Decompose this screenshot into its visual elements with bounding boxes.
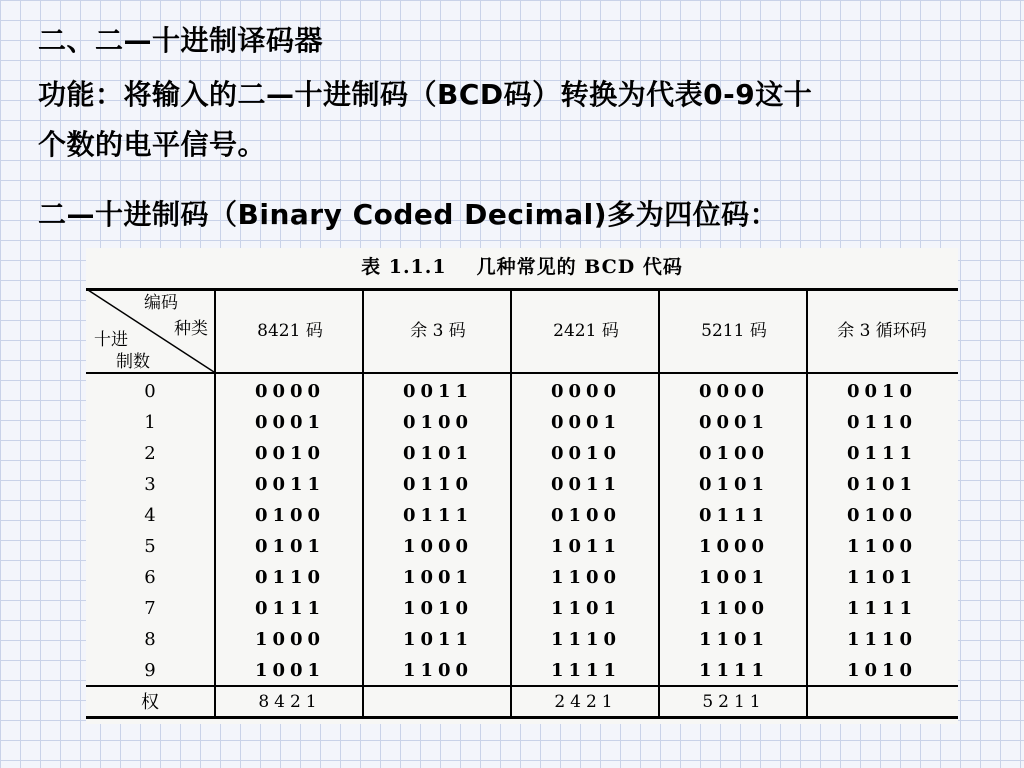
weight-cell: [364, 687, 512, 718]
code-cell: 0110: [254, 567, 326, 588]
decimal-digit-cell: 9: [144, 660, 156, 681]
corner-decimal-label-top: 十进: [94, 330, 128, 350]
table-row: [86, 531, 958, 562]
table-row: [86, 469, 958, 500]
code-cell: 1000: [698, 536, 770, 557]
code-cell: 1100: [550, 567, 622, 588]
code-cell: 1100: [402, 660, 474, 681]
table-row: [86, 376, 958, 407]
table-row: [86, 500, 958, 531]
code-cell: 1000: [402, 536, 474, 557]
code-cell: 0000: [698, 381, 770, 402]
corner-kind-label: 种类: [174, 319, 208, 339]
code-cell: 0001: [698, 412, 770, 433]
function-description-line-1: 功能：将输入的二—十进制码（BCD码）转换为代表0-9这十: [38, 78, 813, 111]
weight-cell: [808, 687, 956, 718]
code-cell: 1010: [846, 660, 918, 681]
code-cell: 0101: [698, 474, 770, 495]
decimal-digit-cell: 6: [144, 567, 156, 588]
table-caption-title: 几种常见的 BCD 代码: [476, 256, 683, 278]
slide-title: 二、二—十进制译码器: [38, 24, 324, 57]
code-cell: 1100: [698, 598, 770, 619]
decimal-digit-cell: 1: [144, 412, 156, 433]
column-header-2421: 2421 码: [553, 321, 619, 341]
code-cell: 1110: [550, 629, 622, 650]
code-cell: 0101: [846, 474, 918, 495]
code-cell: 0110: [402, 474, 474, 495]
column-header-excess-3-gray: 余 3 循环码: [837, 321, 927, 341]
code-cell: 0011: [550, 474, 622, 495]
table-caption-label: 表 1.1.1: [361, 256, 447, 278]
table-row: [86, 593, 958, 624]
code-cell: 0100: [402, 412, 474, 433]
table-corner-header: [86, 288, 214, 374]
column-header-8421: 8421 码: [257, 321, 323, 341]
code-cell: 1101: [550, 598, 622, 619]
code-cell: 0001: [254, 412, 326, 433]
function-description-line-2: 个数的电平信号。: [38, 128, 267, 161]
code-cell: 0001: [550, 412, 622, 433]
code-cell: 0101: [402, 443, 474, 464]
code-cell: 0100: [846, 505, 918, 526]
table-row: [86, 655, 958, 686]
table-row: [86, 562, 958, 593]
weight-label-cell: 权: [141, 692, 159, 713]
code-cell: 0000: [254, 381, 326, 402]
code-cell: 0100: [254, 505, 326, 526]
code-cell: 0011: [402, 381, 474, 402]
table-caption: [86, 252, 958, 279]
decimal-digit-cell: 8: [144, 629, 156, 650]
decimal-digit-cell: 5: [144, 536, 156, 557]
code-cell: 1111: [846, 598, 918, 619]
code-cell: 1011: [402, 629, 474, 650]
code-cell: 0100: [698, 443, 770, 464]
code-cell: 0010: [254, 443, 326, 464]
weight-row: [86, 687, 958, 718]
table-row: [86, 624, 958, 655]
bcd-definition-line: 二—十进制码（Binary Coded Decimal)多为四位码：: [38, 198, 779, 231]
table-row: [86, 438, 958, 469]
code-cell: 0111: [402, 505, 474, 526]
code-cell: 1100: [846, 536, 918, 557]
code-cell: 0010: [550, 443, 622, 464]
decimal-digit-cell: 7: [144, 598, 156, 619]
code-cell: 1001: [402, 567, 474, 588]
code-cell: 0111: [254, 598, 326, 619]
code-cell: 1110: [846, 629, 918, 650]
code-cell: 0111: [698, 505, 770, 526]
code-cell: 1010: [402, 598, 474, 619]
code-cell: 1111: [698, 660, 770, 681]
code-cell: 1101: [698, 629, 770, 650]
code-cell: 0110: [846, 412, 918, 433]
decimal-digit-cell: 2: [144, 443, 156, 464]
column-header-5211: 5211 码: [701, 321, 767, 341]
weight-cell: 5211: [702, 692, 766, 712]
code-cell: 0010: [846, 381, 918, 402]
bcd-code-table: [86, 248, 958, 724]
weight-cell: 2421: [554, 692, 618, 712]
code-cell: 1011: [550, 536, 622, 557]
code-cell: 1101: [846, 567, 918, 588]
code-cell: 1111: [550, 660, 622, 681]
table-row: [86, 407, 958, 438]
corner-code-label: 编码: [144, 293, 178, 313]
code-cell: 0011: [254, 474, 326, 495]
corner-decimal-label-bottom: 制数: [116, 352, 150, 372]
code-cell: 1001: [698, 567, 770, 588]
code-cell: 0101: [254, 536, 326, 557]
decimal-digit-cell: 4: [144, 505, 156, 526]
code-cell: 1001: [254, 660, 326, 681]
code-cell: 0100: [550, 505, 622, 526]
code-cell: 0000: [550, 381, 622, 402]
decimal-digit-cell: 0: [144, 381, 156, 402]
weight-cell: 8421: [258, 692, 322, 712]
code-cell: 0111: [846, 443, 918, 464]
code-cell: 1000: [254, 629, 326, 650]
column-header-excess-3: 余 3 码: [410, 321, 466, 341]
decimal-digit-cell: 3: [144, 474, 156, 495]
